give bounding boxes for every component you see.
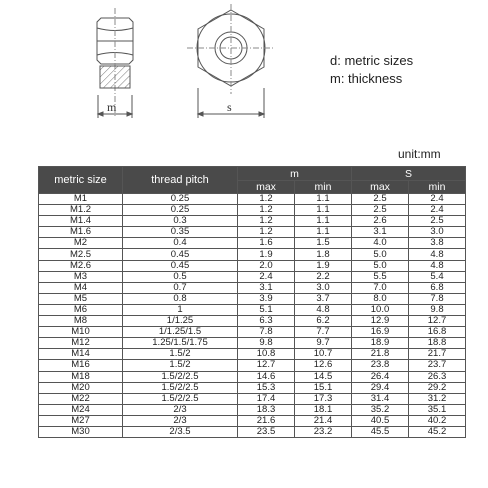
table-row bbox=[39, 404, 466, 415]
cell-s-min: 29.2 bbox=[409, 382, 466, 393]
table-row bbox=[39, 293, 466, 304]
cell-m-min: 3.0 bbox=[295, 282, 352, 293]
cell-m-max: 10.8 bbox=[238, 349, 295, 360]
cell-s-min: 4.8 bbox=[409, 260, 466, 271]
cell-m-max: 2.0 bbox=[238, 260, 295, 271]
cell-metric-size: M1.6 bbox=[39, 227, 123, 238]
table-row bbox=[39, 271, 466, 282]
table-row bbox=[39, 304, 466, 315]
dimension-label-m: m bbox=[107, 100, 117, 114]
cell-m-max: 3.1 bbox=[238, 282, 295, 293]
cell-s-min: 12.7 bbox=[409, 316, 466, 327]
cell-metric-size: M30 bbox=[39, 426, 123, 437]
cell-thread-pitch: 0.45 bbox=[123, 260, 238, 271]
cell-m-max: 5.1 bbox=[238, 304, 295, 315]
cell-s-max: 35.2 bbox=[352, 404, 409, 415]
cell-m-max: 18.3 bbox=[238, 404, 295, 415]
cell-metric-size: M3 bbox=[39, 271, 123, 282]
table-row bbox=[39, 249, 466, 260]
cell-s-min: 5.4 bbox=[409, 271, 466, 282]
cell-s-max: 45.5 bbox=[352, 426, 409, 437]
cell-thread-pitch: 1 bbox=[123, 304, 238, 315]
cell-thread-pitch: 0.25 bbox=[123, 205, 238, 216]
cell-s-max: 2.5 bbox=[352, 194, 409, 205]
cell-m-min: 4.8 bbox=[295, 304, 352, 315]
cell-s-min: 2.4 bbox=[409, 205, 466, 216]
table-row bbox=[39, 393, 466, 404]
header-s: S bbox=[352, 167, 466, 181]
cell-thread-pitch: 2/3 bbox=[123, 404, 238, 415]
cell-metric-size: M1.2 bbox=[39, 205, 123, 216]
header-s-min: min bbox=[409, 181, 466, 194]
cell-s-max: 2.6 bbox=[352, 216, 409, 227]
cell-s-min: 2.4 bbox=[409, 194, 466, 205]
table-body bbox=[39, 194, 466, 438]
cell-m-min: 9.7 bbox=[295, 338, 352, 349]
cell-m-min: 23.2 bbox=[295, 426, 352, 437]
table-row bbox=[39, 194, 466, 205]
cell-s-max: 23.8 bbox=[352, 360, 409, 371]
cell-metric-size: M12 bbox=[39, 338, 123, 349]
cell-metric-size: M27 bbox=[39, 415, 123, 426]
cell-m-min: 15.1 bbox=[295, 382, 352, 393]
cell-s-max: 10.0 bbox=[352, 304, 409, 315]
cell-metric-size: M8 bbox=[39, 316, 123, 327]
cell-m-max: 17.4 bbox=[238, 393, 295, 404]
header-metric-size: metric size bbox=[39, 167, 123, 194]
cell-m-min: 1.1 bbox=[295, 194, 352, 205]
cell-m-max: 1.9 bbox=[238, 249, 295, 260]
cell-metric-size: M5 bbox=[39, 293, 123, 304]
table-row bbox=[39, 205, 466, 216]
cell-metric-size: M1 bbox=[39, 194, 123, 205]
cell-metric-size: M1.4 bbox=[39, 216, 123, 227]
cell-thread-pitch: 1/1.25/1.5 bbox=[123, 327, 238, 338]
cell-m-max: 2.4 bbox=[238, 271, 295, 282]
cell-s-max: 5.5 bbox=[352, 271, 409, 282]
cell-metric-size: M4 bbox=[39, 282, 123, 293]
cell-s-max: 4.0 bbox=[352, 238, 409, 249]
cell-metric-size: M10 bbox=[39, 327, 123, 338]
header-s-max: max bbox=[352, 181, 409, 194]
cell-m-min: 7.7 bbox=[295, 327, 352, 338]
cell-m-max: 1.2 bbox=[238, 216, 295, 227]
cell-s-min: 35.1 bbox=[409, 404, 466, 415]
cell-s-min: 6.8 bbox=[409, 282, 466, 293]
cell-s-max: 12.9 bbox=[352, 316, 409, 327]
cell-s-min: 9.8 bbox=[409, 304, 466, 315]
cell-s-min: 4.8 bbox=[409, 249, 466, 260]
cell-metric-size: M24 bbox=[39, 404, 123, 415]
cell-metric-size: M16 bbox=[39, 360, 123, 371]
cell-thread-pitch: 2/3 bbox=[123, 415, 238, 426]
cell-m-min: 3.7 bbox=[295, 293, 352, 304]
cell-s-min: 16.8 bbox=[409, 327, 466, 338]
table-row bbox=[39, 238, 466, 249]
cell-s-min: 45.2 bbox=[409, 426, 466, 437]
cell-s-max: 21.8 bbox=[352, 349, 409, 360]
cell-m-min: 18.1 bbox=[295, 404, 352, 415]
cell-m-max: 1.2 bbox=[238, 205, 295, 216]
cell-s-min: 3.0 bbox=[409, 227, 466, 238]
cell-m-min: 1.1 bbox=[295, 205, 352, 216]
cell-thread-pitch: 0.4 bbox=[123, 238, 238, 249]
cell-s-max: 5.0 bbox=[352, 249, 409, 260]
cell-thread-pitch: 1.5/2 bbox=[123, 349, 238, 360]
cell-s-max: 29.4 bbox=[352, 382, 409, 393]
cell-thread-pitch: 1.5/2 bbox=[123, 360, 238, 371]
table-row bbox=[39, 260, 466, 271]
cell-m-max: 23.5 bbox=[238, 426, 295, 437]
cell-m-max: 1.2 bbox=[238, 194, 295, 205]
header-m-max: max bbox=[238, 181, 295, 194]
table-row bbox=[39, 227, 466, 238]
unit-label: unit:mm bbox=[398, 147, 441, 161]
table-row bbox=[39, 371, 466, 382]
cell-metric-size: M14 bbox=[39, 349, 123, 360]
cell-m-max: 1.6 bbox=[238, 238, 295, 249]
cell-thread-pitch: 0.8 bbox=[123, 293, 238, 304]
hex-nut-drawing bbox=[0, 0, 488, 140]
cell-m-max: 7.8 bbox=[238, 327, 295, 338]
cell-s-min: 18.8 bbox=[409, 338, 466, 349]
cell-m-min: 1.5 bbox=[295, 238, 352, 249]
cell-s-max: 31.4 bbox=[352, 393, 409, 404]
cell-thread-pitch: 0.7 bbox=[123, 282, 238, 293]
cell-m-max: 15.3 bbox=[238, 382, 295, 393]
cell-m-max: 6.3 bbox=[238, 316, 295, 327]
table-row bbox=[39, 415, 466, 426]
cell-m-min: 10.7 bbox=[295, 349, 352, 360]
header-thread-pitch: thread pitch bbox=[123, 167, 238, 194]
cell-m-min: 1.1 bbox=[295, 216, 352, 227]
cell-m-max: 3.9 bbox=[238, 293, 295, 304]
cell-m-min: 6.2 bbox=[295, 316, 352, 327]
cell-m-min: 17.3 bbox=[295, 393, 352, 404]
table-row bbox=[39, 327, 466, 338]
cell-m-max: 9.8 bbox=[238, 338, 295, 349]
cell-m-min: 1.8 bbox=[295, 249, 352, 260]
table-row bbox=[39, 316, 466, 327]
cell-metric-size: M2 bbox=[39, 238, 123, 249]
cell-thread-pitch: 0.35 bbox=[123, 227, 238, 238]
cell-s-min: 40.2 bbox=[409, 415, 466, 426]
table-row bbox=[39, 282, 466, 293]
cell-metric-size: M22 bbox=[39, 393, 123, 404]
cell-m-min: 21.4 bbox=[295, 415, 352, 426]
cell-s-max: 7.0 bbox=[352, 282, 409, 293]
cell-m-min: 14.5 bbox=[295, 371, 352, 382]
cell-s-max: 40.5 bbox=[352, 415, 409, 426]
header-m: m bbox=[238, 167, 352, 181]
cell-s-min: 7.8 bbox=[409, 293, 466, 304]
cell-thread-pitch: 0.45 bbox=[123, 249, 238, 260]
cell-metric-size: M6 bbox=[39, 304, 123, 315]
cell-s-max: 3.1 bbox=[352, 227, 409, 238]
cell-s-max: 18.9 bbox=[352, 338, 409, 349]
cell-thread-pitch: 1.5/2/2.5 bbox=[123, 393, 238, 404]
cell-thread-pitch: 2/3.5 bbox=[123, 426, 238, 437]
cell-s-min: 2.5 bbox=[409, 216, 466, 227]
cell-m-min: 1.9 bbox=[295, 260, 352, 271]
cell-thread-pitch: 1/1.25 bbox=[123, 316, 238, 327]
cell-m-max: 14.6 bbox=[238, 371, 295, 382]
cell-m-min: 2.2 bbox=[295, 271, 352, 282]
cell-thread-pitch: 0.3 bbox=[123, 216, 238, 227]
cell-metric-size: M20 bbox=[39, 382, 123, 393]
cell-thread-pitch: 1.5/2/2.5 bbox=[123, 371, 238, 382]
cell-s-min: 31.2 bbox=[409, 393, 466, 404]
cell-metric-size: M18 bbox=[39, 371, 123, 382]
table-row bbox=[39, 382, 466, 393]
cell-thread-pitch: 1.25/1.5/1.75 bbox=[123, 338, 238, 349]
cell-s-max: 16.9 bbox=[352, 327, 409, 338]
table-row bbox=[39, 216, 466, 227]
legend-metric-sizes: d: metric sizes bbox=[330, 53, 414, 68]
legend-thickness: m: thickness bbox=[330, 71, 403, 86]
cell-m-min: 1.1 bbox=[295, 227, 352, 238]
cell-s-min: 3.8 bbox=[409, 238, 466, 249]
table-row bbox=[39, 360, 466, 371]
cell-m-max: 1.2 bbox=[238, 227, 295, 238]
cell-thread-pitch: 1.5/2/2.5 bbox=[123, 382, 238, 393]
cell-thread-pitch: 0.25 bbox=[123, 194, 238, 205]
cell-metric-size: M2.5 bbox=[39, 249, 123, 260]
cell-m-min: 12.6 bbox=[295, 360, 352, 371]
table-row bbox=[39, 426, 466, 437]
cell-s-max: 26.4 bbox=[352, 371, 409, 382]
cell-s-min: 23.7 bbox=[409, 360, 466, 371]
cell-s-min: 21.7 bbox=[409, 349, 466, 360]
cell-s-max: 8.0 bbox=[352, 293, 409, 304]
nut-spec-table bbox=[38, 166, 466, 438]
cell-m-max: 21.6 bbox=[238, 415, 295, 426]
cell-s-max: 5.0 bbox=[352, 260, 409, 271]
table-row bbox=[39, 349, 466, 360]
side-view-hatch-box bbox=[100, 66, 130, 88]
cell-metric-size: M2.6 bbox=[39, 260, 123, 271]
cell-thread-pitch: 0.5 bbox=[123, 271, 238, 282]
cell-s-min: 26.3 bbox=[409, 371, 466, 382]
cell-m-max: 12.7 bbox=[238, 360, 295, 371]
table-row bbox=[39, 338, 466, 349]
header-m-min: min bbox=[295, 181, 352, 194]
dimension-label-s: s bbox=[227, 100, 232, 114]
cell-s-max: 2.5 bbox=[352, 205, 409, 216]
